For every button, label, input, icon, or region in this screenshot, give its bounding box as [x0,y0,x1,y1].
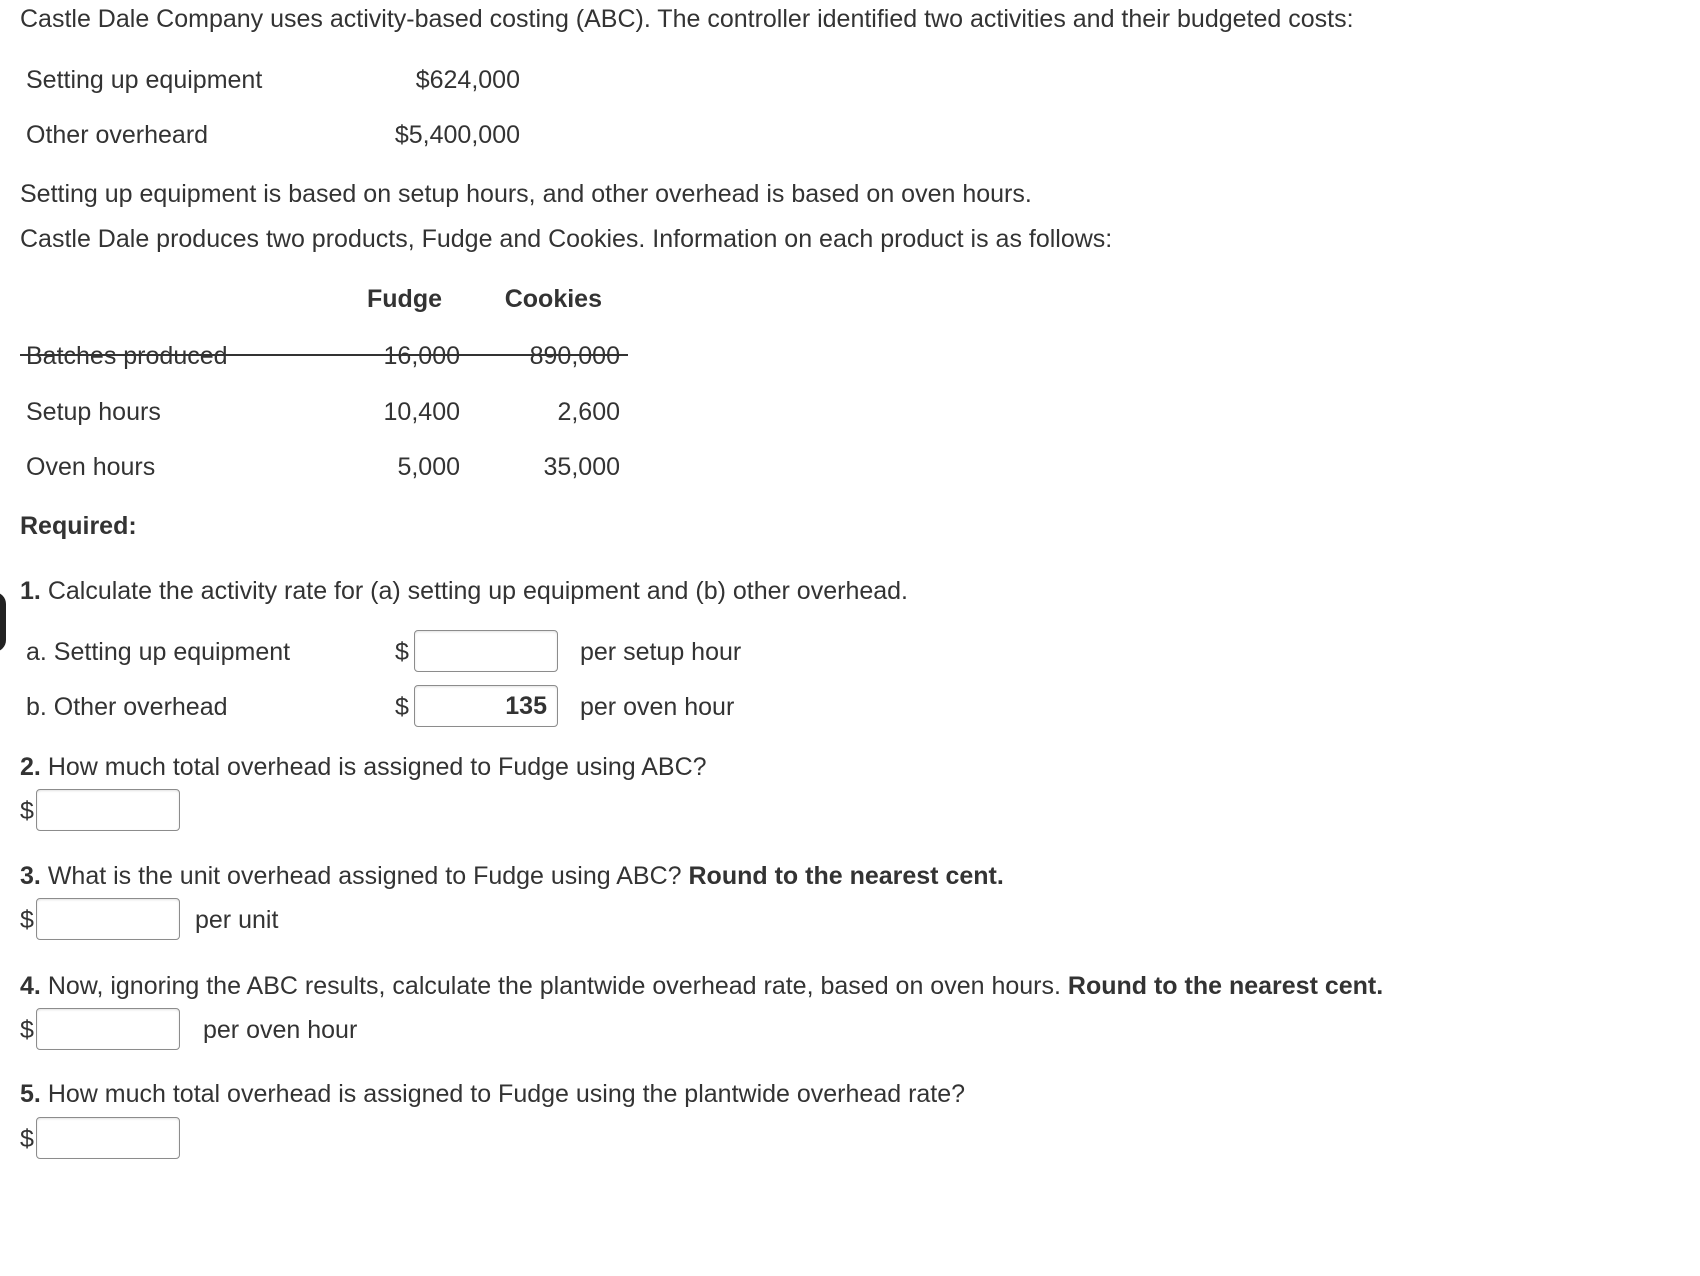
q1a-unit: per setup hour [580,638,742,666]
row-label-batches: Batches produced [26,342,228,370]
basis-text: Setting up equipment is based on setup hours, and other overhead is based on oven hours. [20,180,1032,208]
activity-amount: $5,400,000 [394,121,520,149]
q2-answer-input[interactable] [36,789,180,831]
cell-cookies-setup-hours: 2,600 [557,398,620,426]
cell-fudge-oven-hours: 5,000 [397,453,460,481]
currency-symbol: $ [395,638,409,666]
q1b-label: b. Other overhead [26,693,228,721]
cell-fudge-setup-hours: 10,400 [383,398,460,426]
products-text: Castle Dale produces two products, Fudge and Cookies. Information on each product is as follows: [20,225,1113,253]
activity-label: Other overheard [26,121,209,149]
question-text: How much total overhead is assigned to Fudge using the plantwide overhead rate? [47,1080,966,1108]
question-2 [20,755,707,780]
activity-amount: $624,000 [415,66,520,94]
q5-answer-input[interactable] [36,1117,180,1159]
column-header-fudge: Fudge [367,285,442,313]
scroll-edge-marker [0,592,6,652]
question-number: 1. [20,577,41,605]
row-label-setup-hours: Setup hours [26,398,161,426]
currency-symbol: $ [20,1125,34,1153]
currency-symbol: $ [20,797,34,825]
question-text: What is the unit overhead assigned to Fudge using ABC? [47,862,682,890]
question-4 [20,974,1383,999]
activity-label: Setting up equipment [26,66,263,94]
question-5 [20,1082,965,1107]
cell-fudge-batches: 16,000 [383,342,460,370]
question-text: How much total overhead is assigned to Fudge using ABC? [47,753,707,781]
question-number: 2. [20,753,41,781]
currency-symbol: $ [20,906,34,934]
q1a-answer-input[interactable] [414,630,558,672]
rounding-instruction: Round to the nearest cent. [1067,972,1384,1000]
currency-symbol: $ [20,1016,34,1044]
required-heading: Required: [20,512,137,540]
cell-cookies-oven-hours: 35,000 [543,453,620,481]
question-text: Now, ignoring the ABC results, calculate the plantwide overhead rate, based on oven hours. [47,972,1061,1000]
q1b-unit: per oven hour [580,693,735,721]
intro-text: Castle Dale Company uses activity-based costing (ABC). The controller identified two activities and their budgeted costs: [20,5,1354,33]
q1a-label: a. Setting up equipment [26,638,291,666]
question-1 [20,579,908,604]
q4-answer-input[interactable] [36,1008,180,1050]
currency-symbol: $ [395,693,409,721]
q1b-answer-input[interactable] [414,685,558,727]
question-text: Calculate the activity rate for (a) setting up equipment and (b) other overhead. [47,577,909,605]
question-number: 5. [20,1080,41,1108]
q3-unit: per unit [195,906,279,934]
question-3 [20,864,1004,889]
column-header-cookies: Cookies [504,285,602,313]
cell-cookies-batches: 890,000 [529,342,620,370]
rounding-instruction: Round to the nearest cent. [688,862,1004,890]
row-label-oven-hours: Oven hours [26,453,156,481]
question-number: 3. [20,862,41,890]
question-number: 4. [20,972,41,1000]
q4-unit: per oven hour [203,1016,358,1044]
q3-answer-input[interactable] [36,898,180,940]
